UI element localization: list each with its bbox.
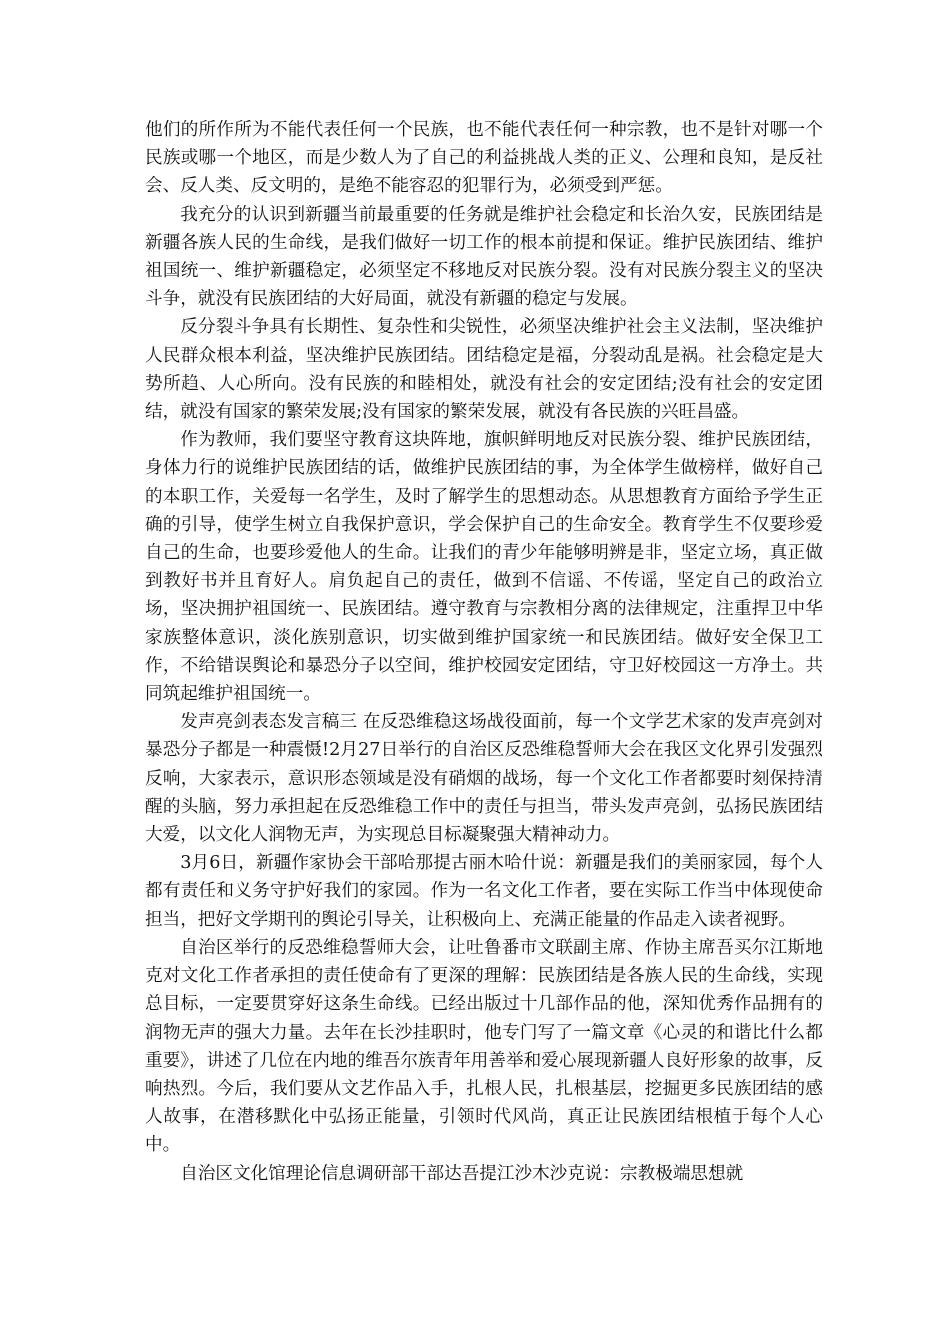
document-body [145,116,823,1188]
paragraph-2: 我充分的认识到新疆当前最重要的任务就是维护社会稳定和长治久安，民族团结是新疆各族人民的生命线，是我们做好一切工作的根本前提和保证。维护民族团结、维护祖国统一、维护新疆稳定，必须坚定不移地反对民族分裂。没有对民族分裂主义的坚决斗争，就没有民族团结的大好局面，就没有新疆的稳定与发展。 [145,204,823,310]
paragraph-1: 他们的所作所为不能代表任何一个民族，也不能代表任何一种宗教，也不是针对哪一个民族或哪一个地区，而是少数人为了自己的利益挑战人类的正义、公理和良知，是反社会、反人类、反文明的，是绝不能容忍的犯罪行为，必须受到严惩。 [145,120,823,197]
paragraph-4: 作为教师，我们要坚守教育这块阵地，旗帜鲜明地反对民族分裂、维护民族团结， 身体力行的说维护民族团结的话，做维护民族团结的事，为全体学生做榜样，做好自己的本职工作，关爱每一名学生，及时了解学生的思想动态。从思想教育方面给予学生正确的引导，使学生树立自我保护意识，学会保护自己的生命安全。教育学生不仅要珍爱自己的生命，也要珍爱他人的生命。让我们的青少年能够明辨是非，坚定立场，真正做到教好书并且育好人。肩负起自己的责任，做到不信谣、不传谣，坚定自己的政治立场，坚决拥护祖国统一、民族团结。遵守教育与宗教相分离的法律规定，注重捍卫中华家族整体意识，淡化族别意识，切实做到维护国家统一和民族团结。做好安全保卫工作，不给错误舆论和暴恐分子以空间，维护校园安定团结，守卫好校园这一方净土。共同筑起维护祖国统一。 [145,430,823,705]
paragraph-6: 3月6日，新疆作家协会干部哈那提古丽木哈什说：新疆是我们的美丽家园，每个人都有责任和义务守护好我们的家园。作为一名文化工作者，要在实际工作当中体现使命担当，把好文学期刊的舆论引导关，让积极向上、充满正能量的作品走入读者视野。 [145,853,823,930]
paragraph-5: 发声亮剑表态发言稿三 在反恐维稳这场战役面前，每一个文学艺术家的发声亮剑对暴恐分子都是一种震慑!2月27日举行的自治区反恐维稳誓师大会在我区文化界引发强烈反响，大家表示，意识形态领域是没有硝烟的战场，每一个文化工作者都要时刻保持清醒的头脑，努力承担起在反恐维稳工作中的责任与担当，带头发声亮剑，弘扬民族团结大爱，以文化人润物无声，为实现总目标凝聚强大精神动力。 [145,712,823,846]
paragraph-7: 自治区举行的反恐维稳誓师大会，让吐鲁番市文联副主席、作协主席吾买尔江斯地克对文化工作者承担的责任使命有了更深的理解：民族团结是各族人民的生命线，实现总目标，一定要贯穿好这条生命线。已经出版过十几部作品的他，深知优秀作品拥有的润物无声的强大力量。去年在长沙挂职时，他专门写了一篇文章《心灵的和谐比什么都重要》，讲述了几位在内地的维吾尔族青年用善举和爱心展现新疆人良好形象的故事，反响热烈。今后，我们要从文艺作品入手，扎根人民，扎根基层，挖掘更多民族团结的感人故事，在潜移默化中弘扬正能量，引领时代风尚，真正让民族团结根植于每个人心中。 [145,937,823,1156]
paragraph-3: 反分裂斗争具有长期性、复杂性和尖锐性，必须坚决维护社会主义法制，坚决维护人民群众根本利益，坚决维护民族团结。团结稳定是福，分裂动乱是祸。社会稳定是大势所趋、人心所向。没有民族的和睦相处，就没有社会的安定团结;没有社会的安定团结，就没有国家的繁荣发展;没有国家的繁荣发展，就没有各民族的兴旺昌盛。 [145,317,823,423]
paragraph-8: 自治区文化馆理论信息调研部干部达吾提江沙木沙克说：宗教极端思想就 [180,1163,744,1184]
